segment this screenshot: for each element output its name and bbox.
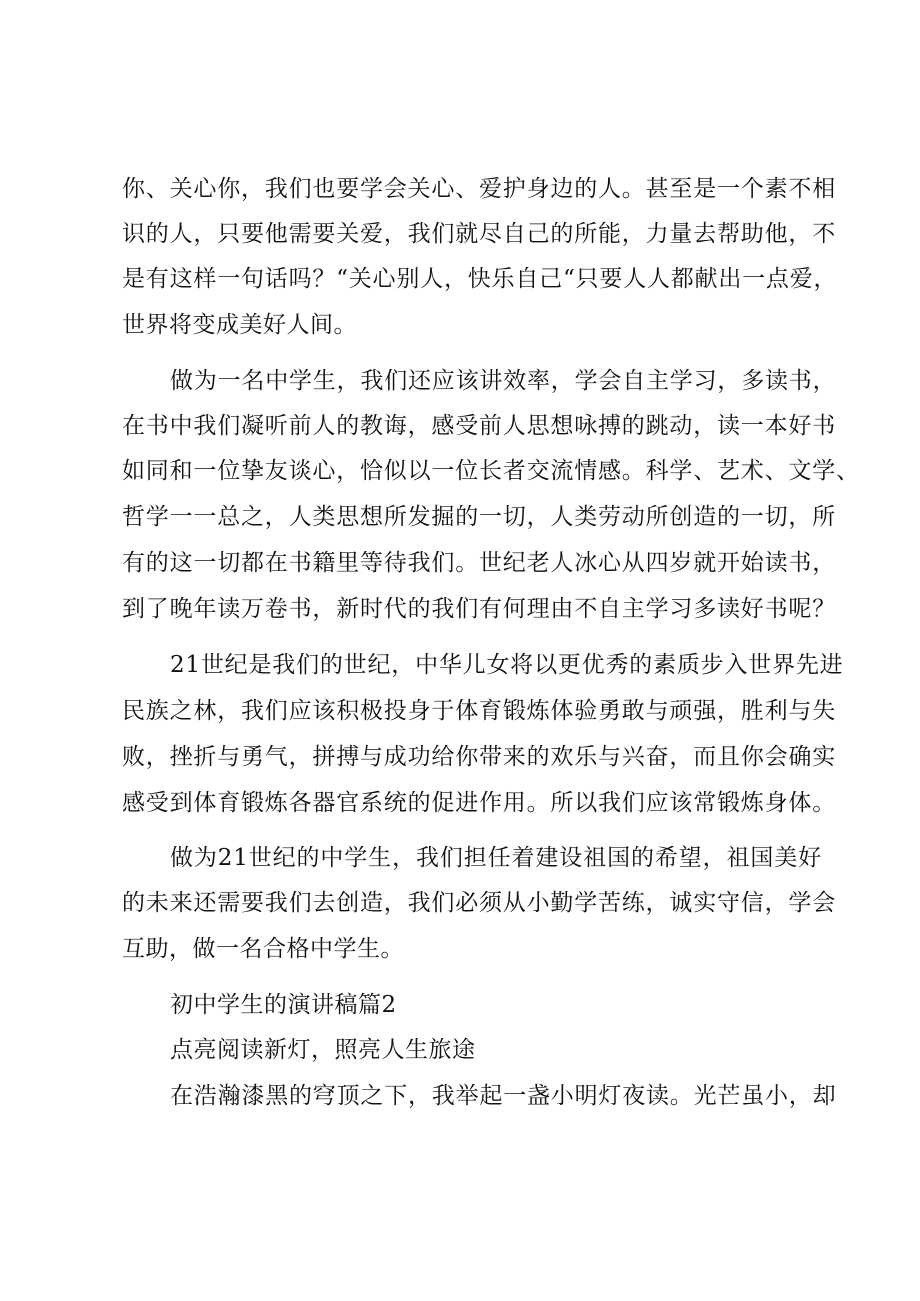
text-line: 败，挫折与勇气，拼搏与成功给你带来的欢乐与兴奋，而且你会确实 bbox=[122, 744, 836, 770]
text-line: 世界将变成美好人间。 bbox=[122, 312, 357, 338]
text-line: 在书中我们凝听前人的教诲，感受前人思想咏搏的跳动，读一本好书 bbox=[122, 413, 836, 439]
text-line: 识的人，只要他需要关爱，我们就尽自己的所能，力量去帮助他，不 bbox=[122, 221, 836, 247]
text-line: 是有这样一句话吗？“关心别人，快乐自己“只要人人都献出一点爱， bbox=[122, 266, 838, 292]
text-line: 有的这一切都在书籍里等待我们。世纪老人冰心从四岁就开始读书， bbox=[122, 550, 836, 576]
text-line: 的未来还需要我们去创造，我们必须从小勤学苦练，诚实守信，学会 bbox=[122, 890, 836, 916]
text-line: 到了晚年读万卷书，新时代的我们有何理由不自主学习多读好书呢？ bbox=[122, 596, 836, 622]
paragraph-first-line: 在浩瀚漆黑的穹顶之下，我举起一盏小明灯夜读。光芒虽小，却 bbox=[170, 1083, 837, 1109]
text-line: 哲学一一总之，人类思想所发掘的一切，人类劳动所创造的一切，所 bbox=[122, 504, 836, 530]
text-line: 民族之林，我们应该积极投身于体育锻炼体验勇敢与顽强，胜利与失 bbox=[122, 698, 836, 724]
article-title: 点亮阅读新灯，照亮人生旅途 bbox=[170, 1037, 476, 1063]
text-line: 感受到体育锻炼各器官系统的促进作用。所以我们应该常锻炼身体。 bbox=[122, 790, 836, 816]
paragraph-first-line: 21世纪是我们的世纪，中华儿女将以更优秀的素质步入世界先进 bbox=[170, 652, 844, 678]
section-heading: 初中学生的演讲稿篇2 bbox=[170, 992, 397, 1018]
text-line: 如同和一位挚友谈心，恰似以一位长者交流情感。科学、艺术、文学、 bbox=[122, 458, 860, 484]
text-line: 你、关心你，我们也要学会关心、爱护身边的人。甚至是一个素不相 bbox=[122, 176, 836, 202]
paragraph-first-line: 做为一名中学生，我们还应该讲效率，学会自主学习，多读书， bbox=[170, 368, 837, 394]
paragraph-first-line: 做为21世纪的中学生，我们担任着建设祖国的希望，祖国美好 bbox=[170, 845, 822, 871]
text-line: 互助，做一名合格中学生。 bbox=[122, 936, 404, 962]
